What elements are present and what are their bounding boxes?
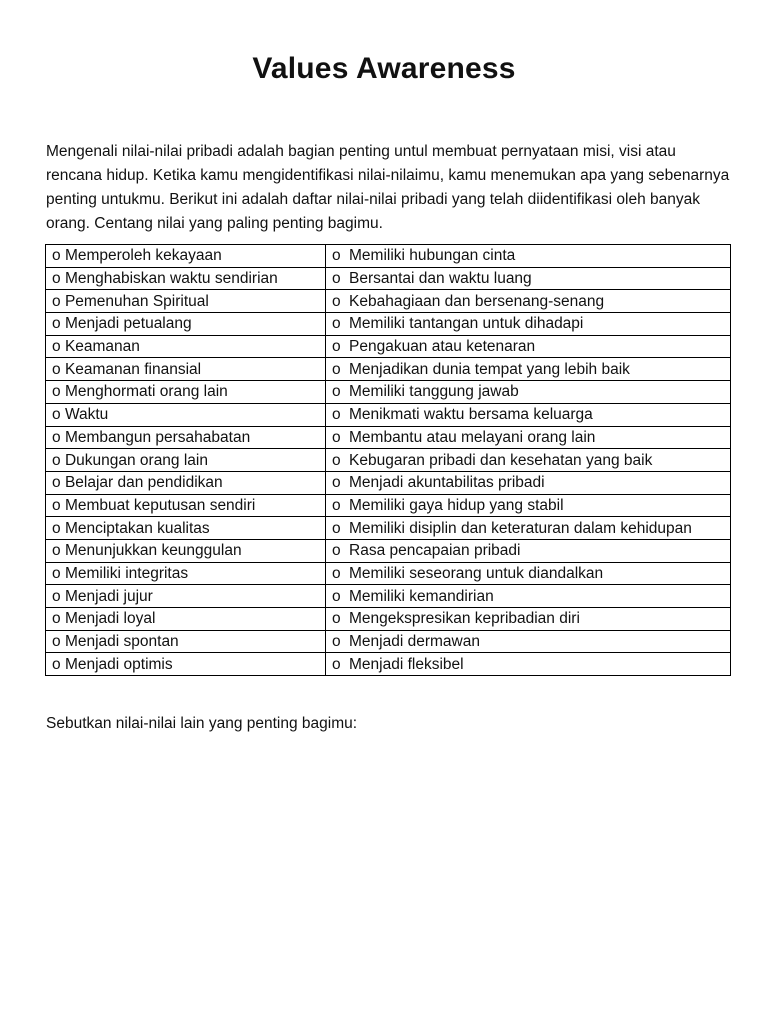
value-cell-left (46, 653, 326, 676)
value-cell-left (46, 539, 326, 562)
bullet-marker: o (332, 406, 341, 424)
value-label: Keamanan (64, 338, 140, 356)
value-label: Kebahagiaan dan bersenang-senang (349, 292, 605, 310)
value-cell-left (46, 313, 326, 336)
value-cell-right (326, 381, 731, 404)
bullet-marker: o (332, 564, 341, 582)
value-label: Menjadi optimis (64, 655, 173, 673)
bullet-marker: o (332, 655, 341, 673)
table-row (46, 608, 731, 631)
values-table (45, 244, 731, 676)
value-cell-right (326, 358, 731, 381)
value-label: Menciptakan kualitas (64, 519, 210, 537)
bullet-marker: o (332, 633, 341, 651)
value-label: Menjadi fleksibel (349, 655, 464, 673)
value-label: Membantu atau melayani orang lain (349, 428, 596, 446)
value-cell-left (46, 267, 326, 290)
value-cell-right (326, 539, 731, 562)
value-label: Memperoleh kekayaan (64, 247, 222, 265)
bullet-marker: o (52, 496, 61, 514)
value-cell-right (326, 608, 731, 631)
value-cell-left (46, 426, 326, 449)
bullet-marker: o (332, 610, 341, 628)
value-cell-right (326, 585, 731, 608)
value-label: Mengekspresikan kepribadian diri (349, 610, 580, 628)
value-cell-right (326, 494, 731, 517)
value-cell-left (46, 381, 326, 404)
value-label: Memiliki gaya hidup yang stabil (349, 496, 564, 514)
table-row (46, 539, 731, 562)
value-cell-right (326, 630, 731, 653)
table-row (46, 245, 731, 268)
value-label: Membangun persahabatan (64, 428, 251, 446)
bullet-marker: o (332, 292, 341, 310)
value-cell-left (46, 608, 326, 631)
value-cell-left (46, 290, 326, 313)
value-label: Memiliki disiplin dan keteraturan dalam kehidupan (349, 519, 692, 537)
value-cell-right (326, 313, 731, 336)
value-label: Memiliki hubungan cinta (349, 247, 516, 265)
bullet-marker: o (52, 655, 61, 673)
value-label: Waktu (64, 406, 109, 424)
bullet-marker: o (332, 519, 341, 537)
table-row (46, 585, 731, 608)
bullet-marker: o (332, 428, 341, 446)
bullet-marker: o (52, 519, 61, 537)
value-label: Dukungan orang lain (64, 451, 208, 469)
value-label: Menunjukkan keunggulan (64, 542, 242, 560)
value-label: Menjadi spontan (64, 633, 179, 651)
table-row (46, 653, 731, 676)
value-cell-right (326, 653, 731, 676)
value-label: Rasa pencapaian pribadi (349, 542, 521, 560)
value-cell-left (46, 585, 326, 608)
value-cell-left (46, 471, 326, 494)
value-cell-left (46, 245, 326, 268)
bullet-marker: o (52, 247, 61, 265)
value-cell-right (326, 517, 731, 540)
bullet-marker: o (52, 587, 61, 605)
bullet-marker: o (52, 564, 61, 582)
value-cell-left (46, 449, 326, 472)
bullet-marker: o (52, 270, 61, 288)
bullet-marker: o (332, 360, 341, 378)
value-cell-right (326, 562, 731, 585)
value-cell-left (46, 517, 326, 540)
bullet-marker: o (332, 474, 341, 492)
table-row (46, 449, 731, 472)
table-row (46, 290, 731, 313)
value-cell-left (46, 403, 326, 426)
table-row (46, 426, 731, 449)
value-label: Menjadi akuntabilitas pribadi (349, 474, 545, 492)
bullet-marker: o (332, 587, 341, 605)
value-cell-right (326, 449, 731, 472)
bullet-marker: o (332, 383, 341, 401)
value-label: Menikmati waktu bersama keluarga (349, 406, 593, 424)
value-label: Bersantai dan waktu luang (349, 270, 532, 288)
value-label: Kebugaran pribadi dan kesehatan yang baik (349, 451, 653, 469)
bullet-marker: o (52, 292, 61, 310)
bullet-marker: o (52, 542, 61, 560)
intro-paragraph: Mengenali nilai-nilai pribadi adalah bagian penting untul membuat pernyataan misi, visi atau rencana hidup. Ketika kamu mengidentifikasi nilai-nilaimu, kamu menemukan apa yang sebenarnya penting untukmu. Berikut ini adalah daftar nilai-nilai pribadi yang telah diidentifikasi oleh banyak orang. Centang nilai yang paling penting bagimu. (46, 143, 730, 232)
table-row (46, 517, 731, 540)
other-values-prompt: Sebutkan nilai-nilai lain yang penting bagimu: (46, 715, 358, 732)
table-row (46, 471, 731, 494)
value-label: Pengakuan atau ketenaran (349, 338, 536, 356)
value-label: Keamanan finansial (64, 360, 202, 378)
value-label: Belajar dan pendidikan (64, 474, 223, 492)
document-title: Values Awareness (252, 52, 516, 85)
value-cell-right (326, 267, 731, 290)
bullet-marker: o (332, 496, 341, 514)
value-label: Memiliki integritas (64, 564, 189, 582)
value-label: Memiliki tantangan untuk dihadapi (349, 315, 584, 333)
value-label: Menghabiskan waktu sendirian (64, 270, 278, 288)
bullet-marker: o (332, 338, 341, 356)
value-label: Memiliki kemandirian (349, 587, 494, 605)
value-cell-left (46, 494, 326, 517)
value-label: Menghormati orang lain (64, 383, 228, 401)
values-table-body (46, 245, 731, 676)
value-cell-left (46, 335, 326, 358)
bullet-marker: o (52, 474, 61, 492)
table-row (46, 381, 731, 404)
table-row (46, 358, 731, 381)
value-cell-left (46, 358, 326, 381)
table-row (46, 267, 731, 290)
bullet-marker: o (52, 428, 61, 446)
table-row (46, 313, 731, 336)
bullet-marker: o (332, 451, 341, 469)
bullet-marker: o (52, 315, 61, 333)
bullet-marker: o (332, 315, 341, 333)
value-cell-left (46, 630, 326, 653)
bullet-marker: o (52, 451, 61, 469)
bullet-marker: o (52, 610, 61, 628)
bullet-marker: o (52, 338, 61, 356)
value-cell-right (326, 245, 731, 268)
value-cell-right (326, 335, 731, 358)
table-row (46, 630, 731, 653)
value-label: Menjadikan dunia tempat yang lebih baik (349, 360, 630, 378)
value-label: Memiliki seseorang untuk diandalkan (349, 564, 604, 582)
value-label: Menjadi loyal (64, 610, 156, 628)
value-label: Menjadi dermawan (349, 633, 480, 651)
value-cell-right (326, 403, 731, 426)
value-label: Memiliki tanggung jawab (349, 383, 519, 401)
value-cell-right (326, 426, 731, 449)
bullet-marker: o (52, 360, 61, 378)
table-row (46, 335, 731, 358)
bullet-marker: o (52, 406, 61, 424)
value-label: Pemenuhan Spiritual (64, 292, 209, 310)
value-cell-left (46, 562, 326, 585)
table-row (46, 562, 731, 585)
table-row (46, 494, 731, 517)
value-label: Menjadi jujur (64, 587, 153, 605)
value-cell-right (326, 290, 731, 313)
value-label: Menjadi petualang (64, 315, 192, 333)
table-row (46, 403, 731, 426)
value-label: Membuat keputusan sendiri (64, 496, 256, 514)
bullet-marker: o (332, 270, 341, 288)
bullet-marker: o (52, 633, 61, 651)
bullet-marker: o (332, 542, 341, 560)
bullet-marker: o (52, 383, 61, 401)
bullet-marker: o (332, 247, 341, 265)
value-cell-right (326, 471, 731, 494)
